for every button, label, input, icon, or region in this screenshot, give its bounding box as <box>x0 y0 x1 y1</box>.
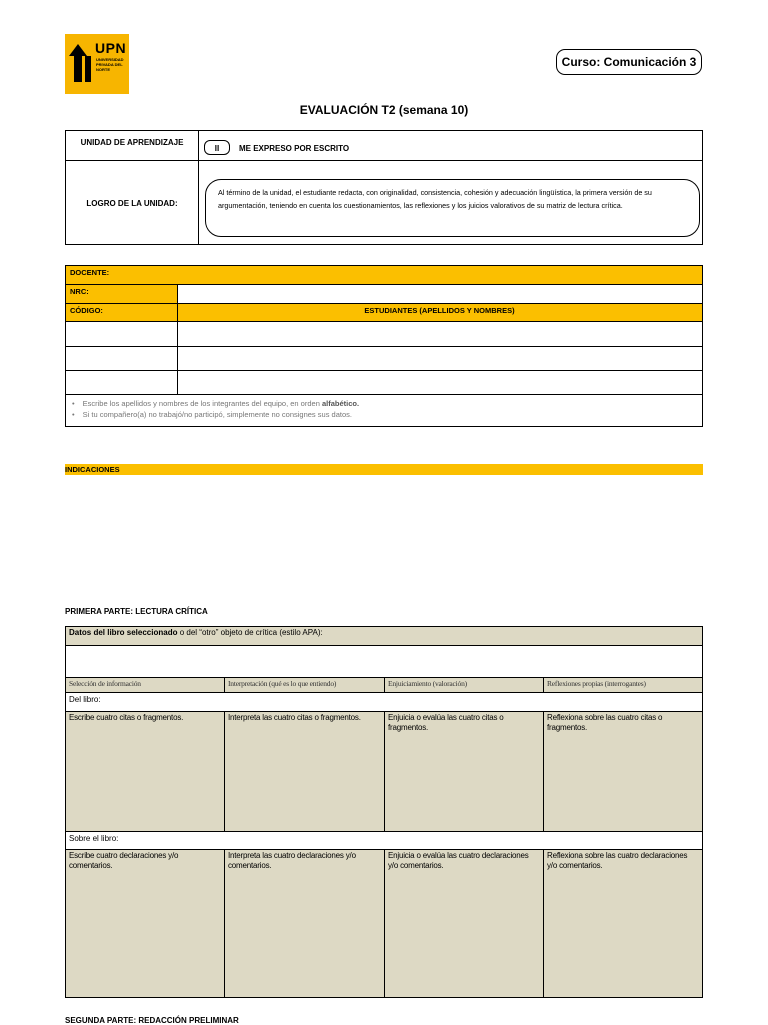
students-header: ESTUDIANTES (APELLIDOS Y NOMBRES) <box>364 306 515 315</box>
teacher-label: DOCENTE: <box>70 268 110 277</box>
upn-logo <box>65 34 129 94</box>
code-label: CÓDIGO: <box>70 306 103 315</box>
answer-cell[interactable]: Escribe cuatro citas o fragmentos. <box>66 712 225 831</box>
section2-cells <box>66 850 702 997</box>
code-row <box>66 304 702 322</box>
section-row <box>66 693 702 712</box>
unit-label: UNIDAD DE APRENDIZAJE <box>80 138 184 147</box>
part1-title: PRIMERA PARTE: LECTURA CRÍTICA <box>65 607 208 616</box>
unit-number-badge: II <box>204 140 230 155</box>
book-data-field[interactable] <box>66 646 702 678</box>
answer-cell[interactable]: Interpreta las cuatro declaraciones y/o comentarios. <box>225 850 385 997</box>
team-table <box>65 265 703 427</box>
note-1: Escribe los apellidos y nombres de los integrantes del equipo, en orden <box>82 399 322 408</box>
indications-label: INDICACIONES <box>65 465 120 474</box>
student-row[interactable] <box>66 322 702 347</box>
course-badge: Curso: Comunicación 3 <box>556 49 702 75</box>
upn-arrow-icon <box>65 34 95 94</box>
goal-label: LOGRO DE LA UNIDAD: <box>86 199 178 208</box>
answer-cell[interactable]: Reflexiona sobre las cuatro declaraciones y/o comentarios. <box>547 851 688 870</box>
section1-label: Del libro: <box>69 695 101 704</box>
team-notes: • Escribe los apellidos y nombres de los integrantes del equipo, en orden alfabético. • Si tu compañero(a) no trabajó/no participó, simplemente no consignes sus datos. <box>72 399 360 419</box>
nrc-row <box>66 285 702 304</box>
answer-cell[interactable]: Enjuicia o evalúa las cuatro declaraciones y/o comentarios. <box>385 850 544 997</box>
answer-cell[interactable]: Escribe cuatro declaraciones y/o comentarios. <box>66 850 225 997</box>
page-title: EVALUACIÓN T2 (semana 10) <box>299 103 469 117</box>
column-headers <box>66 678 702 693</box>
nrc-label: NRC: <box>70 287 89 296</box>
book-data-row <box>66 627 702 646</box>
note-2: Si tu compañero(a) no trabajó/no participó, simplemente no consignes sus datos. <box>82 410 352 419</box>
goal-text: Al término de la unidad, el estudiante redacta, con originalidad, consistencia, cohesión y adecuación lingüística, la primera versión de su argumentación, teniendo en cuenta los cuestionamientos, las reflexiones y los juicios valorativos de su matriz de lectura crítica. <box>205 179 700 237</box>
answer-cell[interactable]: Interpreta las cuatro citas o fragmentos. <box>225 712 385 831</box>
teacher-row <box>66 266 702 285</box>
answer-cell[interactable]: Enjuicia o evalúa las cuatro citas o fragmentos. <box>385 712 544 831</box>
header-cell: Enjuiciamiento (valoración) <box>385 678 544 692</box>
answer-cell[interactable]: Reflexiona sobre las cuatro citas o fragmentos. <box>547 713 663 732</box>
section-row <box>66 832 702 850</box>
student-row[interactable] <box>66 371 702 395</box>
header-cell: Interpretación (qué es lo que entiendo) <box>225 678 385 692</box>
section1-cells <box>66 712 702 832</box>
student-row[interactable] <box>66 347 702 371</box>
section2-label: Sobre el libro: <box>69 834 119 843</box>
note-1-bold: alfabético. <box>321 399 360 408</box>
part2-title: SEGUNDA PARTE: REDACCIÓN PRELIMINAR <box>65 1016 239 1025</box>
book-data-rest: o del “otro” objeto de crítica (estilo APA): <box>177 628 323 637</box>
unit-table <box>65 130 703 245</box>
book-data-bold: Datos del libro seleccionado <box>69 628 178 637</box>
logo-subtitle: UNIVERSIDAD PRIVADA DEL NORTE <box>96 57 124 72</box>
unit-name: ME EXPRESO POR ESCRITO <box>239 144 350 153</box>
header-cell: Selección de información <box>66 678 225 692</box>
header-cell: Reflexiones propias (interrogantes) <box>547 679 646 688</box>
indications-bar <box>65 464 703 475</box>
reading-table <box>65 626 703 998</box>
logo-brand: UPN <box>95 40 127 56</box>
